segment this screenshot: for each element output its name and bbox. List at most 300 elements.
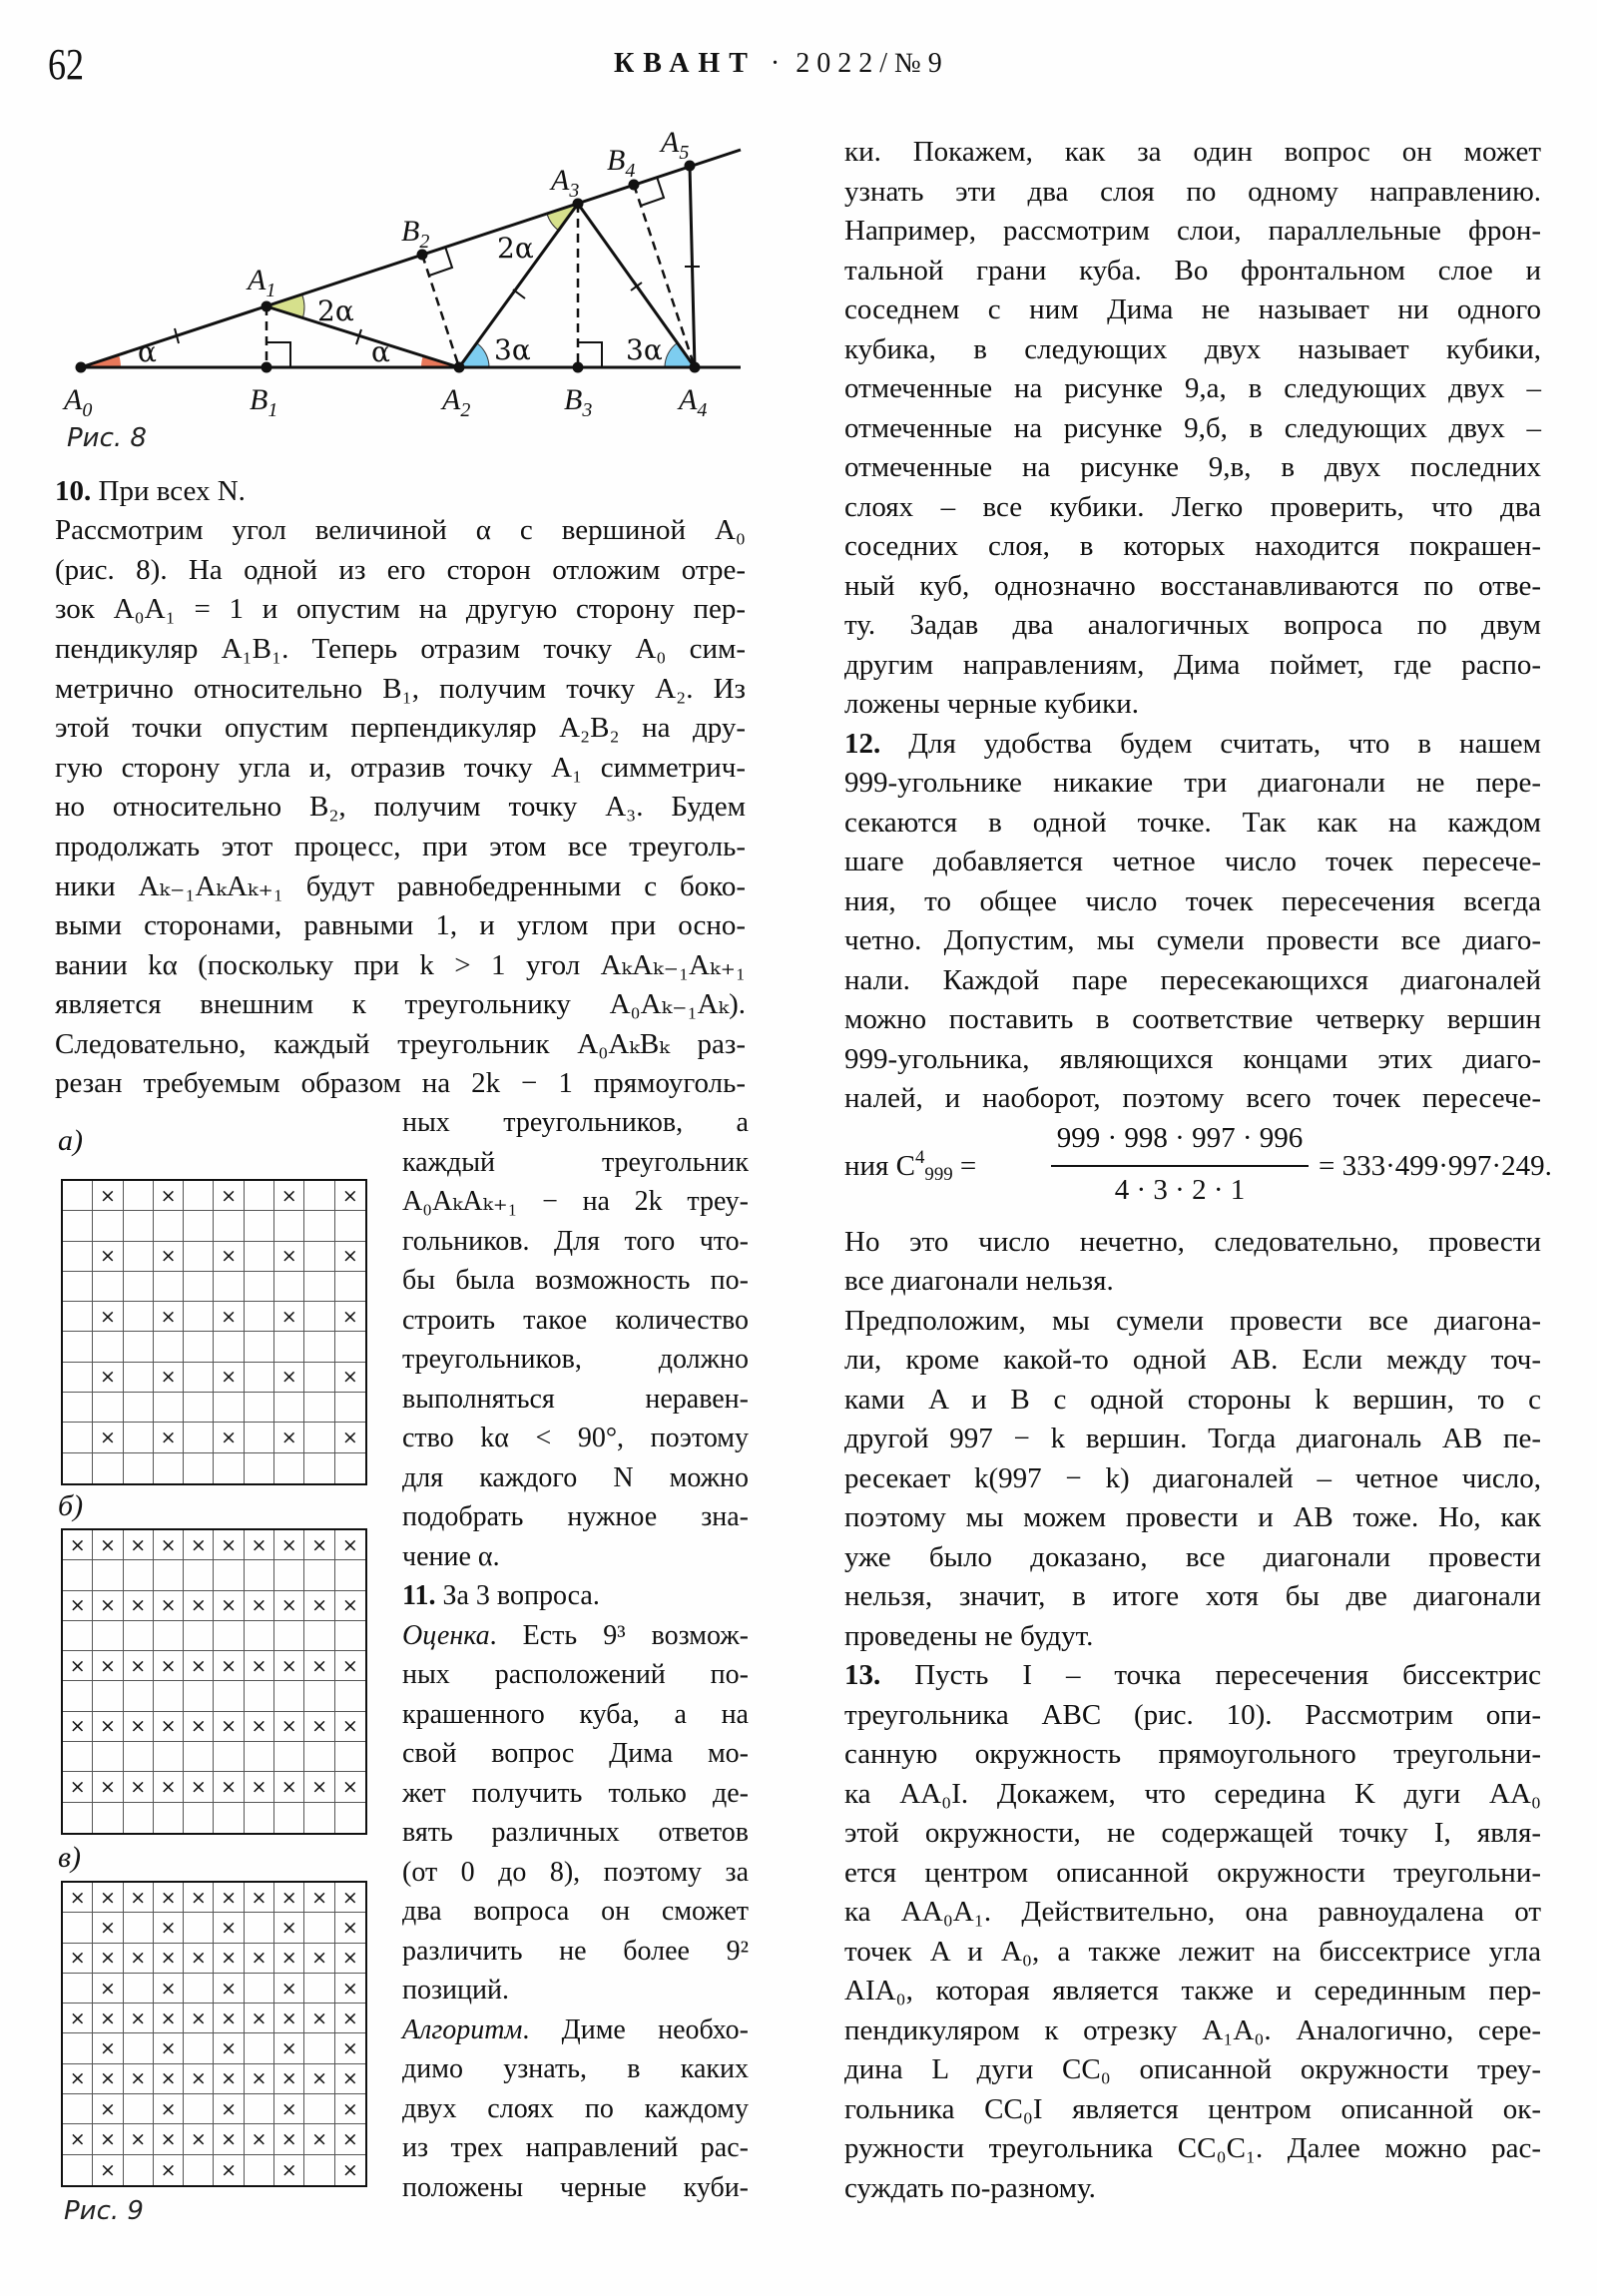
text-line: является внешним к треугольнику A₀Aₖ₋₁Aₖ). (55, 988, 746, 1020)
marked-cell: × (214, 1530, 244, 1560)
text-line: отмеченные на рисунке 9,б, в следующих двух – (844, 412, 1541, 444)
empty-cell (184, 1803, 214, 1833)
empty-cell (304, 1181, 334, 1211)
empty-cell (124, 1913, 154, 1943)
empty-cell (124, 1681, 154, 1711)
marked-cell: × (214, 2064, 244, 2094)
empty-cell (274, 1272, 304, 1302)
empty-cell (304, 1272, 334, 1302)
estimate-label: Оценка (402, 1620, 490, 1651)
empty-cell (93, 1453, 123, 1483)
empty-cell (304, 2155, 334, 2185)
marked-cell: × (214, 1772, 244, 1802)
text-line: из трех направлений рас- (402, 2132, 749, 2163)
text-line: бы была возможность по- (402, 1265, 749, 1296)
text-line: ники Aₖ₋₁AₖAₖ₊₁ будут равнобедренными с боко- (55, 870, 746, 902)
text-line: треугольников, должно (402, 1344, 749, 1375)
marked-cell: × (274, 1913, 304, 1943)
marked-cell: × (93, 1242, 123, 1272)
text-line: поэтому мы можем провести и AB тоже. Но, как (844, 1501, 1541, 1533)
svg-text:α: α (371, 335, 390, 368)
formula-sup: 4 (914, 1147, 925, 1168)
marked-cell: × (335, 1712, 365, 1742)
marked-cell: × (93, 1883, 123, 1913)
empty-cell (63, 1332, 93, 1362)
empty-cell (245, 1453, 274, 1483)
marked-cell: × (304, 1651, 334, 1681)
empty-cell (184, 1913, 214, 1943)
empty-cell (184, 1272, 214, 1302)
empty-cell (214, 1453, 244, 1483)
empty-cell (304, 1242, 334, 1272)
marked-cell: × (63, 1883, 93, 1913)
empty-cell (304, 1974, 334, 2004)
marked-cell: × (245, 2064, 274, 2094)
text-line: ка AA₀I. Докажем, что середина K дуги AA₀ (844, 1778, 1541, 1810)
marked-cell: × (93, 1974, 123, 2004)
text-line: ния, то общее число точек пересечения всегда (844, 885, 1541, 917)
empty-cell (214, 1803, 244, 1833)
marked-cell: × (214, 1363, 244, 1393)
marked-cell: × (93, 2004, 123, 2033)
empty-cell (245, 1742, 274, 1772)
empty-cell (93, 1560, 123, 1590)
empty-cell (63, 1681, 93, 1711)
text-line: жет получить только де- (402, 1778, 749, 1809)
text-line: ка AA₀A₁. Действительно, она равноудалена от (844, 1896, 1541, 1928)
marked-cell: × (335, 2004, 365, 2033)
marked-cell: × (63, 2124, 93, 2154)
text-line: резан требуемым образом на 2k − 1 прямоуголь- (55, 1067, 746, 1099)
text-line: A₀AₖAₖ₊₁ − на 2k треу- (402, 1186, 749, 1217)
marked-cell: × (304, 2124, 334, 2154)
problem-13-number: 13. (844, 1659, 881, 1691)
empty-cell (214, 1560, 244, 1590)
empty-cell (214, 1621, 244, 1651)
empty-cell (154, 1453, 184, 1483)
marked-cell: × (335, 1772, 365, 1802)
fraction-bar (1051, 1165, 1309, 1167)
magazine-title: КВАНТ (614, 48, 757, 79)
marked-cell: × (63, 1651, 93, 1681)
text-line: другой 997 − k вершин. Тогда диагональ AB пе- (844, 1423, 1541, 1454)
marked-cell: × (154, 1530, 184, 1560)
marked-cell: × (154, 1944, 184, 1974)
empty-cell (214, 1681, 244, 1711)
marked-cell: × (274, 1591, 304, 1621)
empty-cell (274, 1453, 304, 1483)
text-line: нельзя, значит, в итоге хотя бы две диагонали (844, 1580, 1541, 1612)
marked-cell: × (304, 1944, 334, 1974)
empty-cell (245, 1393, 274, 1423)
running-header (614, 46, 949, 82)
marked-cell: × (184, 1944, 214, 1974)
marked-cell: × (335, 1302, 365, 1332)
empty-cell (304, 1913, 334, 1943)
text-line: налей, и наоборот, поэтому всего точек пересече- (844, 1082, 1541, 1114)
fraction-numerator: 999 · 998 · 997 · 996 (1056, 1122, 1304, 1154)
empty-cell (184, 1363, 214, 1393)
text-line: другим направлениям, Дима поймет, где распо- (844, 649, 1541, 681)
marked-cell: × (274, 1974, 304, 2004)
marked-cell: × (274, 1423, 304, 1452)
empty-cell (184, 1621, 214, 1651)
marked-cell: × (304, 1530, 334, 1560)
marked-cell: × (245, 1883, 274, 1913)
text-line: пендикуляр A₁B₁. Теперь отразим точку A₀ сим- (55, 633, 746, 665)
marked-cell: × (93, 1181, 123, 1211)
marked-cell: × (154, 1181, 184, 1211)
empty-cell (124, 2094, 154, 2124)
marked-cell: × (214, 1181, 244, 1211)
empty-cell (335, 1560, 365, 1590)
text-line: санную окружность прямоугольного треугольни- (844, 1738, 1541, 1770)
svg-text:α: α (138, 335, 157, 368)
text-line: кубика, в следующих двух называет кубики, (844, 333, 1541, 365)
empty-cell (245, 1302, 274, 1332)
text-line: строить такое количество (402, 1305, 749, 1336)
marked-cell: × (154, 1651, 184, 1681)
marked-cell: × (214, 1591, 244, 1621)
empty-cell (274, 1332, 304, 1362)
text-line: положены черные куби- (402, 2172, 749, 2203)
marked-cell: × (63, 2004, 93, 2033)
text-line: соседнем с ним Дима не называет ни одного (844, 293, 1541, 325)
empty-cell (184, 1393, 214, 1423)
marked-cell: × (214, 1883, 244, 1913)
empty-cell (184, 1181, 214, 1211)
empty-cell (63, 2033, 93, 2063)
marked-cell: × (245, 1712, 274, 1742)
empty-cell (245, 1272, 274, 1302)
text-line: пендикуляром к отрезку A₁A₀. Аналогично, сере- (844, 2014, 1541, 2046)
text-line: подобрать нужное зна- (402, 1501, 749, 1532)
problem-11-number: 11. (402, 1580, 436, 1611)
marked-cell: × (154, 2064, 184, 2094)
empty-cell (154, 1272, 184, 1302)
text-line: выми сторонами, равными 1, и углом при осно- (55, 909, 746, 941)
empty-cell (63, 1742, 93, 1772)
empty-cell (245, 1211, 274, 1241)
text-line: ный куб, однозначно восстанавливаются по отве- (844, 570, 1541, 602)
text-line: 999-угольнике никакие три диагонали не пере- (844, 767, 1541, 799)
empty-cell (184, 1423, 214, 1452)
marked-cell: × (93, 1302, 123, 1332)
empty-cell (63, 1211, 93, 1241)
marked-cell: × (335, 1363, 365, 1393)
marked-cell: × (63, 1591, 93, 1621)
page-number: 62 (48, 40, 85, 89)
empty-cell (245, 2033, 274, 2063)
text-line: (рис. 8). На одной из его сторон отложим отре- (55, 554, 746, 586)
empty-cell (93, 1211, 123, 1241)
empty-cell (154, 1803, 184, 1833)
problem-12-heading (844, 724, 1541, 764)
marked-cell: × (214, 2155, 244, 2185)
marked-cell: × (274, 2064, 304, 2094)
empty-cell (63, 1302, 93, 1332)
formula-sub: 999 (924, 1164, 953, 1185)
empty-cell (124, 1803, 154, 1833)
marked-cell: × (304, 1712, 334, 1742)
marked-cell: × (335, 1242, 365, 1272)
formula-equals: = (959, 1150, 977, 1182)
marked-cell: × (184, 1712, 214, 1742)
empty-cell (184, 1242, 214, 1272)
text-line: продолжать этот процесс, при этом все треуголь- (55, 831, 746, 862)
text-line: ли, кроме какой-то одной AB. Если между точ- (844, 1344, 1541, 1376)
problem-10-heading (55, 471, 746, 511)
empty-cell (304, 1363, 334, 1393)
figure-8-diagram (0, 120, 779, 439)
svg-text:B1: $B_1$ (250, 383, 278, 421)
marked-cell: × (335, 2094, 365, 2124)
figure-9-caption: Рис. 9 (64, 2196, 144, 2226)
empty-cell (154, 1681, 184, 1711)
text-span: . Есть 9³ возмож- (489, 1620, 749, 1651)
empty-cell (214, 1393, 244, 1423)
empty-cell (245, 1913, 274, 1943)
empty-cell (304, 1742, 334, 1772)
empty-cell (184, 2094, 214, 2124)
empty-cell (245, 1181, 274, 1211)
empty-cell (93, 1332, 123, 1362)
empty-cell (63, 1181, 93, 1211)
empty-cell (184, 1453, 214, 1483)
marked-cell: × (124, 1712, 154, 1742)
grid-c-label: в) (58, 1841, 82, 1874)
empty-cell (93, 1742, 123, 1772)
empty-cell (214, 1332, 244, 1362)
text-line: зок A₀A₁ = 1 и опустим на другую сторону пер- (55, 593, 746, 625)
empty-cell (274, 1211, 304, 1241)
text-line: суждать по-разному. (844, 2172, 1096, 2204)
combination-formula (844, 1118, 1552, 1228)
marked-cell: × (93, 2155, 123, 2185)
text-line (402, 1616, 749, 1656)
marked-cell: × (184, 2064, 214, 2094)
text-line: секаются в одной точке. Так как на каждом (844, 807, 1541, 839)
marked-cell: × (214, 2004, 244, 2033)
empty-cell (304, 2033, 334, 2063)
empty-cell (154, 1621, 184, 1651)
marked-cell: × (93, 1363, 123, 1393)
text-line: тальной грани куба. Во фронтальном слое и (844, 255, 1541, 287)
text-line: чение α. (402, 1541, 500, 1572)
marked-cell: × (93, 2064, 123, 2094)
text-line: Предположим, мы сумели провести все диагона- (844, 1305, 1541, 1337)
marked-cell: × (274, 1242, 304, 1272)
empty-cell (93, 1681, 123, 1711)
marked-cell: × (245, 2124, 274, 2154)
empty-cell (63, 1621, 93, 1651)
empty-cell (304, 2094, 334, 2124)
empty-cell (335, 1393, 365, 1423)
marked-cell: × (93, 2124, 123, 2154)
text-span: Для удобства будем считать, что в нашем (880, 728, 1541, 760)
empty-cell (184, 1332, 214, 1362)
empty-cell (63, 1393, 93, 1423)
empty-cell (63, 1453, 93, 1483)
marked-cell: × (124, 1944, 154, 1974)
marked-cell: × (124, 1591, 154, 1621)
marked-cell: × (93, 1712, 123, 1742)
empty-cell (304, 1560, 334, 1590)
empty-cell (274, 1393, 304, 1423)
empty-cell (214, 1211, 244, 1241)
marked-cell: × (93, 1530, 123, 1560)
grid-a-label: а) (58, 1124, 83, 1157)
marked-cell: × (154, 2124, 184, 2154)
marked-cell: × (184, 1883, 214, 1913)
text-line: ложены черные кубики. (844, 688, 1140, 720)
text-line: вять различных ответов (402, 1817, 749, 1848)
empty-cell (304, 1803, 334, 1833)
empty-cell (214, 1742, 244, 1772)
empty-cell (245, 1621, 274, 1651)
marked-cell: × (124, 2064, 154, 2094)
empty-cell (245, 2155, 274, 2185)
marked-cell: × (274, 1712, 304, 1742)
empty-cell (274, 1560, 304, 1590)
marked-cell: × (93, 1591, 123, 1621)
marked-cell: × (304, 1883, 334, 1913)
empty-cell (245, 1332, 274, 1362)
empty-cell (245, 1974, 274, 2004)
empty-cell (63, 1803, 93, 1833)
empty-cell (93, 1393, 123, 1423)
svg-text:3α: 3α (494, 333, 531, 366)
text-line: Рассмотрим угол величиной α с вершиной A₀ (55, 514, 746, 546)
text-line: гую сторону угла и, отразив точку A₁ симметрич- (55, 752, 746, 784)
marked-cell: × (274, 2004, 304, 2033)
text-line: (от 0 до 8), поэтому за (402, 1857, 749, 1888)
marked-cell: × (214, 1242, 244, 1272)
svg-text:B4: $B_4$ (607, 144, 636, 182)
fraction-denominator: 4 · 3 · 2 · 1 (1114, 1174, 1246, 1206)
empty-cell (184, 1974, 214, 2004)
text-line: соседних слоя, в которых находится покрашен- (844, 530, 1541, 562)
text-line: нали. Каждой паре пересекающихся диагоналей (844, 964, 1541, 996)
text-line: узнать эти два слоя по одному направлению. (844, 176, 1541, 208)
problem-10-answer: При всех N. (91, 475, 246, 507)
marked-cell: × (154, 1712, 184, 1742)
text-line: позиций. (402, 1975, 509, 2006)
svg-text:3α: 3α (626, 333, 663, 366)
marked-cell: × (124, 1772, 154, 1802)
text-line: 999-угольника, являющихся концами этих диаго- (844, 1043, 1541, 1075)
marked-cell: × (184, 1772, 214, 1802)
marked-cell: × (124, 1530, 154, 1560)
marked-cell: × (154, 1302, 184, 1332)
empty-cell (93, 1621, 123, 1651)
marked-cell: × (184, 1651, 214, 1681)
problem-12-number: 12. (844, 728, 881, 760)
marked-cell: × (274, 1530, 304, 1560)
marked-cell: × (93, 2033, 123, 2063)
marked-cell: × (124, 1651, 154, 1681)
grid-b-label: б) (58, 1489, 84, 1522)
empty-cell (63, 1913, 93, 1943)
empty-cell (63, 1560, 93, 1590)
empty-cell (245, 1423, 274, 1452)
empty-cell (124, 1242, 154, 1272)
text-line: дина L дуги CC₀ описанной окружности треу- (844, 2053, 1541, 2085)
empty-cell (184, 1742, 214, 1772)
text-line (402, 2010, 749, 2050)
marked-cell: × (63, 1712, 93, 1742)
marked-cell: × (335, 2033, 365, 2063)
marked-cell: × (184, 2124, 214, 2154)
empty-cell (274, 1621, 304, 1651)
svg-text:A1: $A_1$ (248, 264, 276, 301)
empty-cell (304, 1621, 334, 1651)
empty-cell (335, 1803, 365, 1833)
empty-cell (154, 1560, 184, 1590)
empty-cell (63, 1974, 93, 2004)
marked-cell: × (154, 1423, 184, 1452)
marked-cell: × (214, 1302, 244, 1332)
marked-cell: × (184, 1530, 214, 1560)
empty-cell (274, 1742, 304, 1772)
marked-cell: × (274, 2124, 304, 2154)
marked-cell: × (245, 1591, 274, 1621)
marked-cell: × (154, 1974, 184, 2004)
empty-cell (124, 1453, 154, 1483)
marked-cell: × (154, 1363, 184, 1393)
marked-cell: × (93, 1944, 123, 1974)
svg-text:A2: $A_2$ (442, 383, 471, 421)
empty-cell (184, 1302, 214, 1332)
text-line: свой вопрос Дима мо- (402, 1738, 749, 1769)
marked-cell: × (93, 1651, 123, 1681)
text-line: Следовательно, каждый треугольник A₀AₖBₖ раз- (55, 1028, 746, 1060)
svg-text:2α: 2α (497, 232, 534, 265)
svg-text:B2: $B_2$ (401, 215, 430, 253)
marked-cell: × (335, 1913, 365, 1943)
empty-cell (245, 1363, 274, 1393)
problem-11-answer: За 3 вопроса. (435, 1580, 600, 1611)
marked-cell: × (154, 1883, 184, 1913)
text-line: отмеченные на рисунке 9,а, в следующих двух – (844, 372, 1541, 404)
empty-cell (63, 2155, 93, 2185)
marked-cell: × (93, 1423, 123, 1452)
empty-cell (335, 1332, 365, 1362)
empty-cell (184, 1560, 214, 1590)
svg-text:B3: $B_3$ (564, 383, 593, 421)
marked-cell: × (335, 1423, 365, 1452)
empty-cell (335, 1742, 365, 1772)
marked-cell: × (154, 1772, 184, 1802)
formula-result: = 333·499·997·249. (1319, 1150, 1552, 1182)
marked-cell: × (335, 1883, 365, 1913)
marked-cell: × (304, 1591, 334, 1621)
empty-cell (124, 1974, 154, 2004)
empty-cell (335, 1272, 365, 1302)
marked-cell: × (214, 1712, 244, 1742)
marked-cell: × (274, 1772, 304, 1802)
empty-cell (63, 1423, 93, 1452)
marked-cell: × (335, 1944, 365, 1974)
empty-cell (335, 1211, 365, 1241)
text-line: крашенного куба, а на (402, 1699, 749, 1730)
marked-cell: × (335, 2124, 365, 2154)
empty-cell (124, 1332, 154, 1362)
text-span: . Диме необхо- (522, 2014, 749, 2045)
empty-cell (124, 1181, 154, 1211)
text-line: Но это число нечетно, следовательно, провести (844, 1226, 1541, 1258)
marked-cell: × (63, 1944, 93, 1974)
